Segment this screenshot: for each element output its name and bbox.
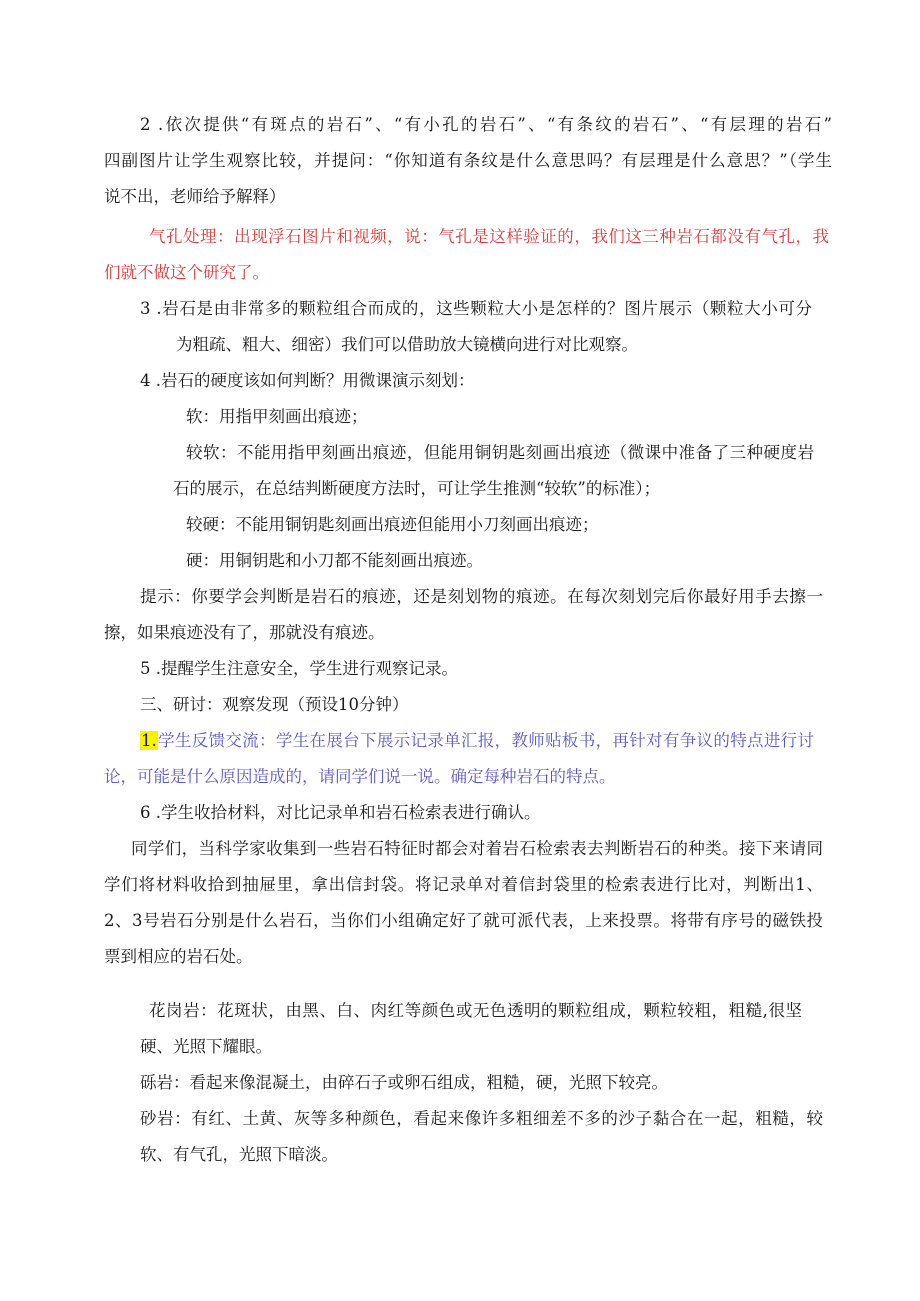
hardness-hard: 硬：用铜钥匙和小刀都不能刻画出痕迹。 <box>186 551 483 570</box>
section-3-heading: 三、研讨：观察发现（预设10分钟） <box>140 695 409 714</box>
hardness-soft: 软：用指甲刻画出痕迹； <box>186 407 368 426</box>
para-2-line1: 2 .依次提供“有斑点的岩石”、“有小孔的岩石”、“有条纹的岩石”、“有层理的岩石” <box>140 115 832 134</box>
hardness-medium-soft-line1: 较软：不能用指甲刻画出痕迹，但能用铜钥匙刻画出痕迹（微课中准备了三种硬度岩 <box>186 443 814 462</box>
feedback-line1-text: 学生反馈交流：学生在展台下展示记录单汇报，教师贴板书，再针对有争议的特点进行讨 <box>157 731 814 750</box>
para-6: 6 .学生收拾材料，对比记录单和岩石检索表进行确认。 <box>140 803 541 822</box>
feedback-line2: 论，可能是什么原因造成的，请同学们说一说。确定每种岩石的特点。 <box>104 767 616 786</box>
feedback-line1 <box>140 730 814 752</box>
para-2-line3: 说不出，老师给予解释） <box>104 187 286 206</box>
hardness-medium-hard: 较硬：不能用铜钥匙刻画出痕迹但能用小刀刻画出痕迹； <box>186 515 599 534</box>
para-5: 5 .提醒学生注意安全，学生进行观察记录。 <box>140 659 458 678</box>
hardness-medium-soft-line2: 石的展示，在总结判断硬度方法时，可让学生推测“较软”的标准）； <box>173 479 661 498</box>
para-2-line2: 四副图片让学生观察比较，并提问：“你知道有条纹是什么意思吗？有层理是什么意思？”（学生 <box>104 151 832 170</box>
granite-line2: 硬、光照下耀眼。 <box>140 1037 272 1056</box>
highlighted-number: 1. <box>141 731 157 750</box>
para-3-line1: 3 .岩石是由非常多的颗粒组合而成的，这些颗粒大小是怎样的？图片展示（颗粒大小可分 <box>140 299 812 318</box>
note-air-hole-line2: 们就不做这个研究了。 <box>104 263 269 282</box>
classmates-line3: 2、3号岩石分别是什么岩石，当你们小组确定好了就可派代表，上来投票。将带有序号的磁铁投 <box>104 911 823 930</box>
tip-line2: 擦，如果痕迹没有了，那就没有痕迹。 <box>104 623 385 642</box>
classmates-line2: 学们将材料收拾到抽屉里，拿出信封袋。将记录单对着信封袋里的检索表进行比对，判断出1、 <box>104 875 823 894</box>
sandstone-line1: 砂岩：有红、土黄、灰等多种颜色，看起来像许多粗细差不多的沙子黏合在一起，粗糙，较 <box>140 1109 823 1128</box>
para-4-line1: 4 .岩石的硬度该如何判断？用微课演示刻划： <box>140 371 475 390</box>
note-air-hole-line1: 气孔处理：出现浮石图片和视频，说：气孔是这样验证的，我们这三种岩石都没有气孔，我 <box>149 227 829 246</box>
para-3-line2: 为粗疏、粗大、细密）我们可以借助放大镜横向进行对比观察。 <box>176 335 638 354</box>
sandstone-line2: 软、有气孔，光照下暗淡。 <box>140 1145 338 1164</box>
classmates-line4: 票到相应的岩石处。 <box>104 947 253 966</box>
granite-line1: 花岗岩：花斑状，由黑、白、肉红等颜色或无色透明的颗粒组成，颗粒较粗，粗糙,很坚 <box>149 1001 802 1020</box>
classmates-line1: 同学们，当科学家收集到一些岩石特征时都会对着岩石检索表去判断岩石的种类。接下来请同 <box>131 839 823 858</box>
conglomerate: 砾岩：看起来像混凝土，由碎石子或卵石组成，粗糙，硬，光照下较亮。 <box>140 1073 668 1092</box>
tip-line1: 提示：你要学会判断是岩石的痕迹，还是刻划物的痕迹。在每次刻划完后你最好用手去擦一 <box>140 587 823 606</box>
